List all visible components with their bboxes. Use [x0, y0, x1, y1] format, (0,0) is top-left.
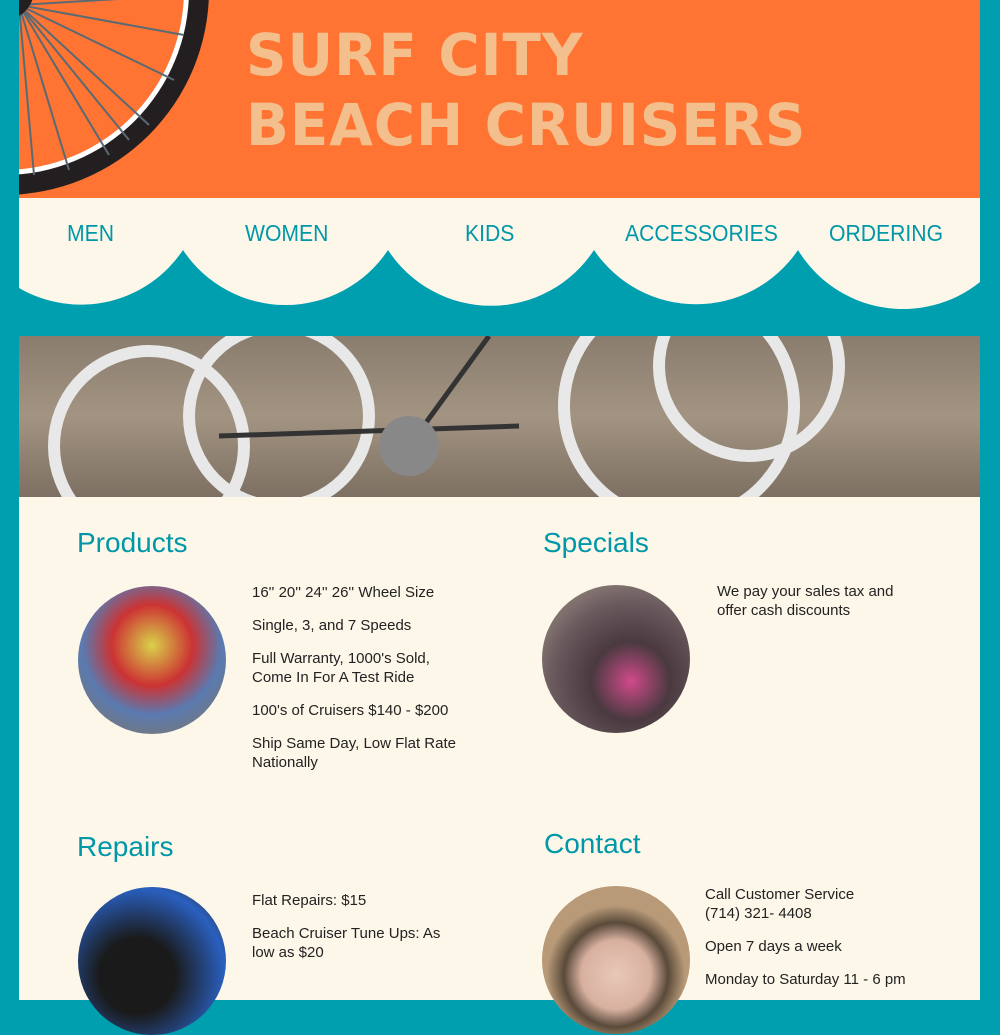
specials-heading: Specials: [543, 527, 649, 558]
repairs-heading: Repairs: [77, 831, 174, 862]
title-line-1: SURF CITY: [246, 21, 584, 89]
list-item: Beach Cruiser Tune Ups: As low as $20: [252, 925, 441, 961]
list-item: Flat Repairs: $15: [252, 892, 367, 909]
specials-image: [542, 585, 690, 733]
products-list: [252, 583, 462, 786]
nav-accessories[interactable]: ACCESSORIES: [625, 220, 778, 246]
nav-women[interactable]: WOMEN: [245, 220, 329, 246]
main-content: [19, 497, 980, 1000]
nav-men[interactable]: MEN: [67, 220, 115, 246]
list-item: We pay your sales tax and offer cash discounts: [717, 583, 894, 619]
specials-list: [717, 582, 897, 634]
list-item: 100's of Cruisers $140 - $200: [252, 702, 449, 719]
list-item: Full Warranty, 1000's Sold, Come In For A Test Ride: [252, 650, 430, 686]
contact-list: [705, 885, 935, 1003]
list-item: Open 7 days a week: [705, 938, 842, 955]
products-image: [78, 586, 226, 734]
repairs-image: [78, 887, 226, 1035]
list-item: Single, 3, and 7 Speeds: [252, 617, 412, 634]
list-item: Ship Same Day, Low Flat Rate Nationally: [252, 735, 456, 771]
contact-label: Call Customer Service: [705, 886, 855, 903]
contact-heading: Contact: [544, 828, 641, 859]
site-title: [246, 20, 806, 160]
nav-ordering[interactable]: ORDERING: [829, 220, 944, 246]
bicycle-wheel-logo: [19, 0, 219, 198]
site-header: [19, 0, 980, 198]
repairs-list: [252, 891, 462, 976]
bike-wheels-image: [19, 336, 980, 497]
contact-phone[interactable]: (714) 321- 4408: [705, 905, 812, 922]
title-line-2: BEACH CRUISERS: [246, 91, 807, 159]
contact-photo: [542, 886, 690, 1034]
products-heading: Products: [77, 527, 188, 558]
list-item: 16'' 20'' 24'' 26'' Wheel Size: [252, 584, 435, 601]
nav-kids[interactable]: KIDS: [465, 220, 515, 246]
list-item: Monday to Saturday 11 - 6 pm: [705, 971, 906, 988]
hero-bikes-photo: [19, 336, 980, 497]
